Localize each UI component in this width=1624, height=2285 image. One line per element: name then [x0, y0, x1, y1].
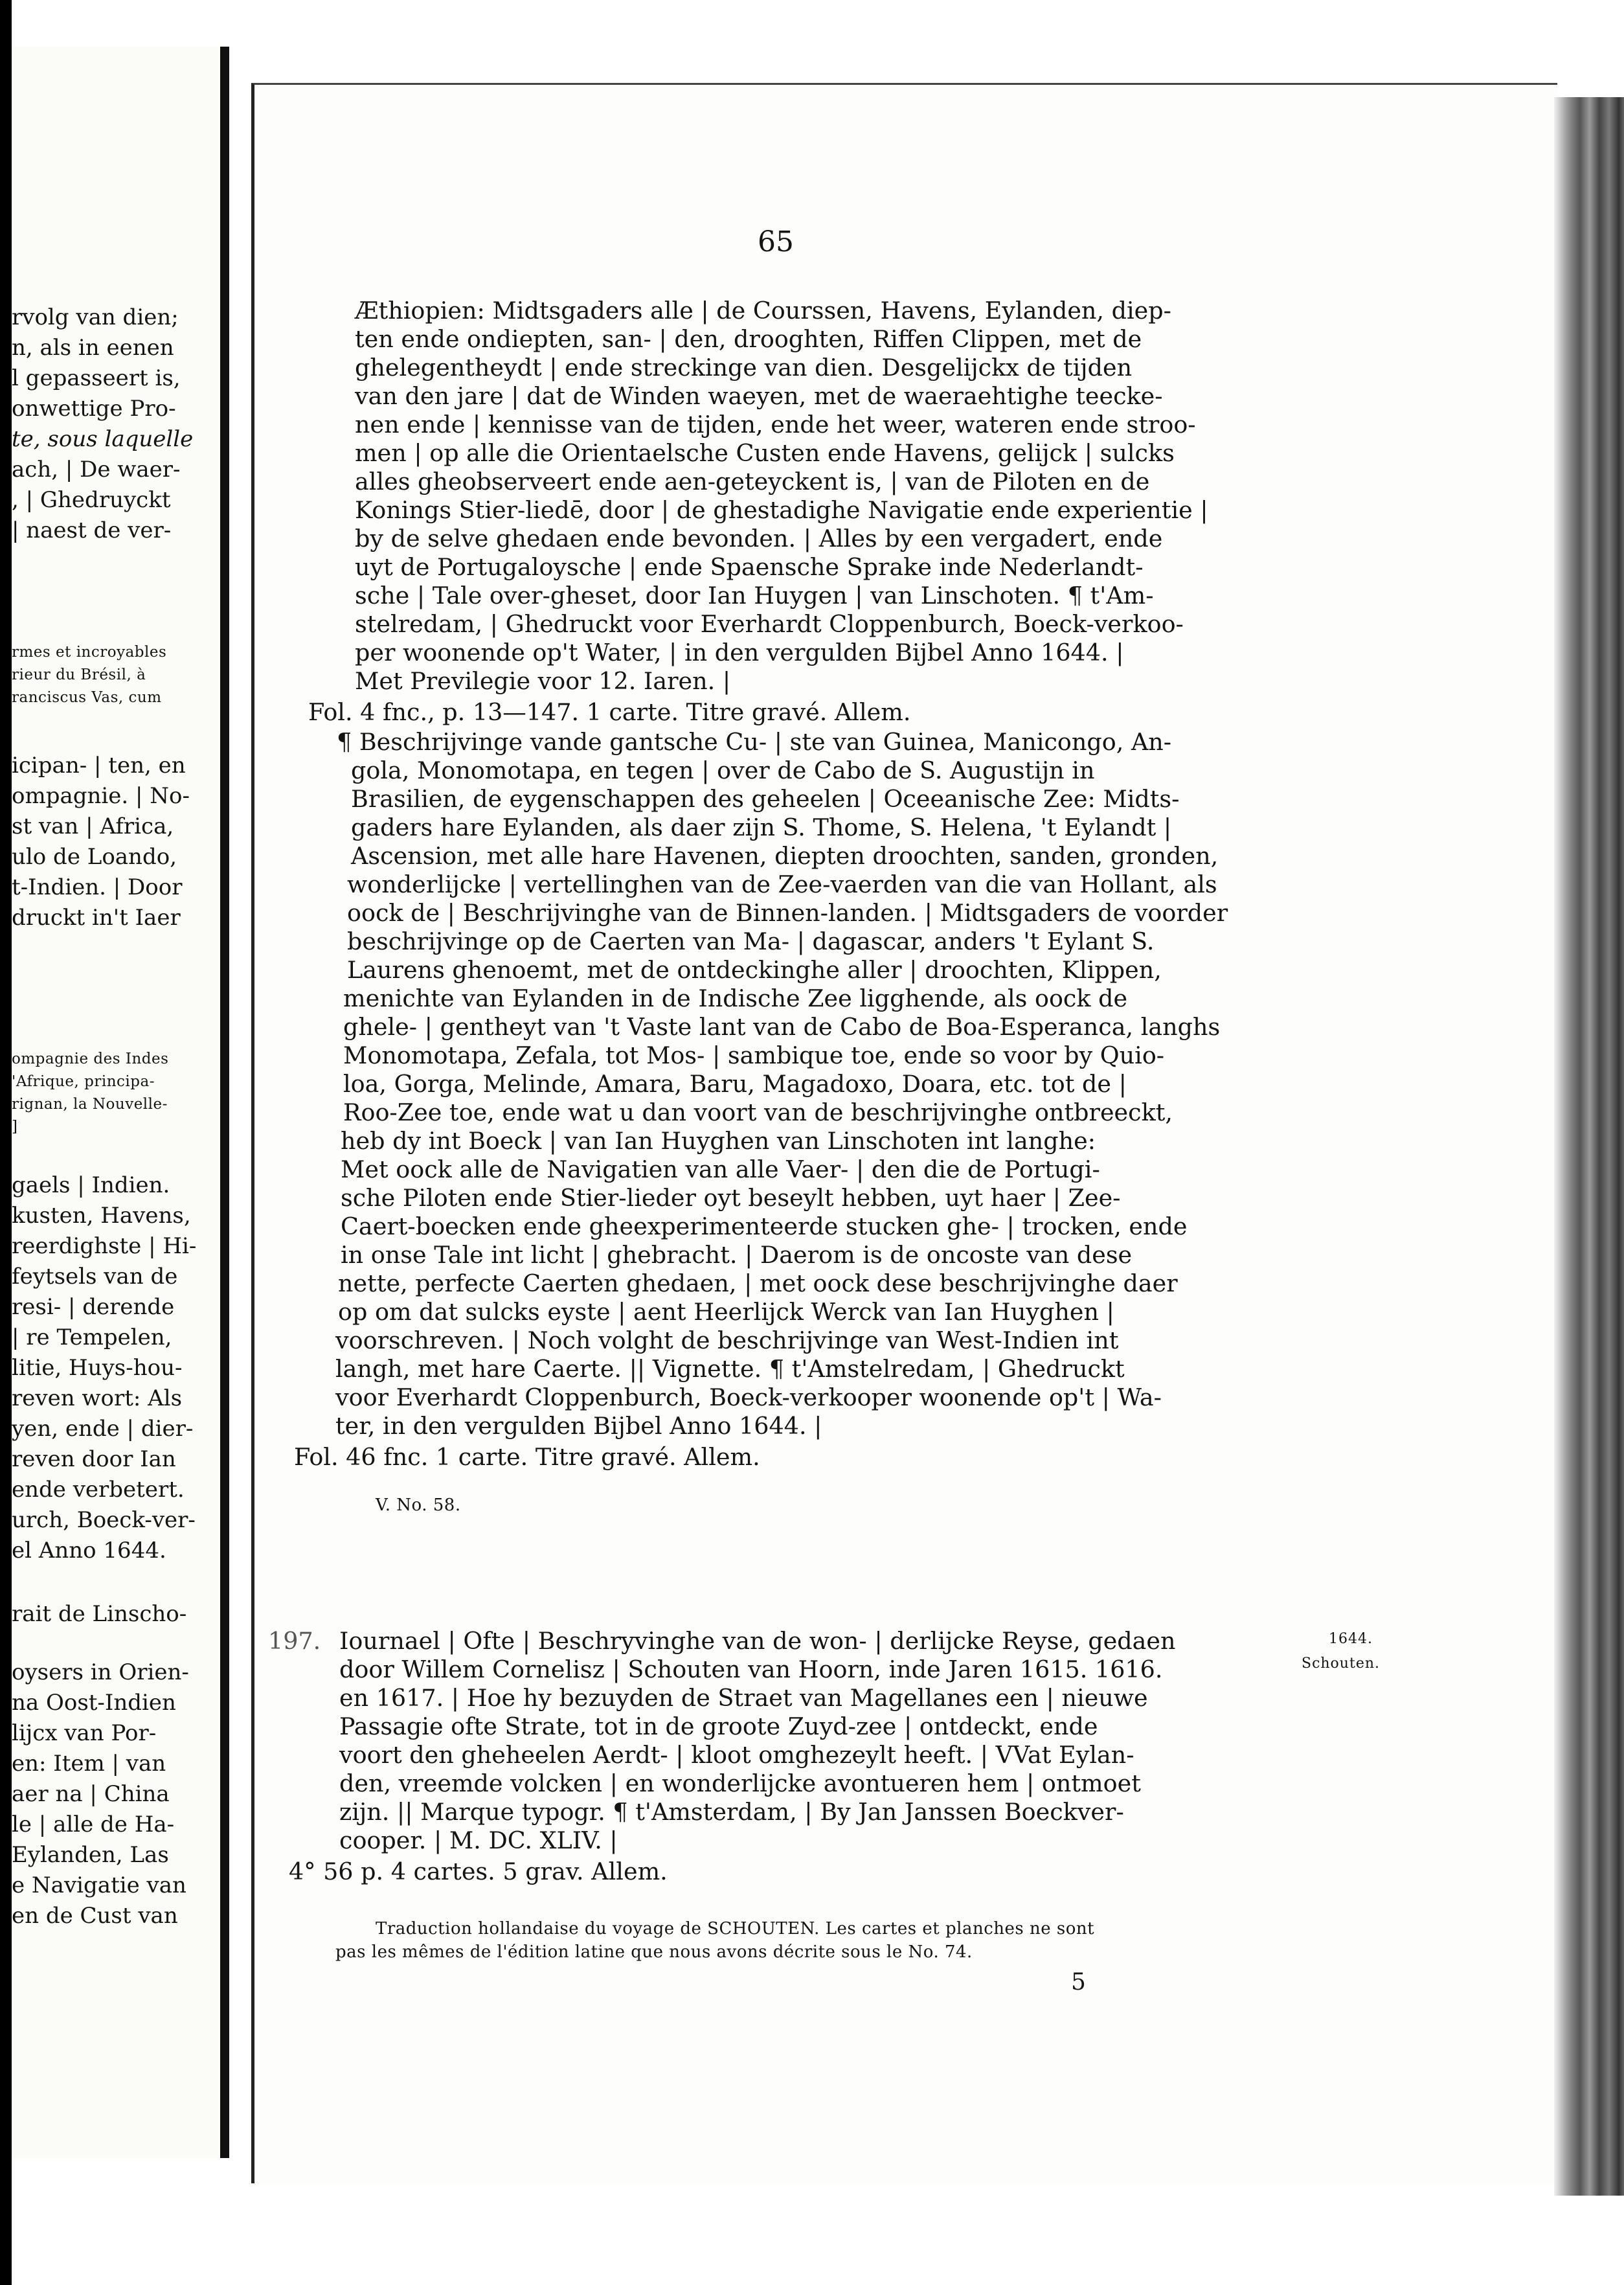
entry-197-line: Passagie ofte Strate, tot in de groote Zuyd-zee | ontdeckt, ende: [339, 1712, 1098, 1740]
entry-b-line: Monomotapa, Zefala, tot Mos- | sambique toe, ende so voor by Quio-: [343, 1041, 1165, 1069]
entry-197-line: zijn. || Marque typogr. ¶ t'Amsterdam, | By Jan Janssen Boeckver-: [339, 1798, 1124, 1826]
left-page-line: | re Tempelen,: [12, 1324, 172, 1350]
entry-b-line: Roo-Zee toe, ende wat u dan voort van de beschrijvinghe ontbreeckt,: [343, 1098, 1173, 1126]
left-page-line: lijcx van Por-: [12, 1720, 157, 1746]
left-page-line: yen, ende | dier-: [12, 1416, 194, 1442]
entry-b-line: in onse Tale int licht | ghebracht. | Daerom is de oncoste van dese: [341, 1241, 1133, 1269]
entry-a-line: sche | Tale over-gheset, door Ian Huygen | van Linschoten. ¶ t'Am-: [355, 582, 1154, 609]
entry-b-line: ¶ Beschrijvinge vande gantsche Cu- | ste van Guinea, Manicongo, An-: [337, 728, 1172, 756]
left-page-line: litie, Huys-hou-: [12, 1355, 183, 1381]
left-page-note: rmes et incroyables: [12, 644, 167, 661]
left-page-fragment: [12, 47, 229, 2158]
left-page-line: l gepasseert is,: [12, 365, 181, 391]
scan-border: [0, 0, 12, 2285]
entry-a-line: ten ende ondiepten, san- | den, drooghten, Riffen Clippen, met de: [355, 325, 1142, 353]
entry-a-line: Æthiopien: Midtsgaders alle | de Courssen, Havens, Eylanden, diep-: [355, 297, 1171, 324]
left-page-line: gaels | Indien.: [12, 1172, 170, 1198]
entry-a-line: men | op alle die Orientaelsche Custen ende Havens, gelijck | sulcks: [355, 439, 1175, 467]
entry-197-line: den, vreemde volcken | en wonderlijcke avontueren hem | ontmoet: [339, 1769, 1141, 1797]
entry-b-line: langh, met hare Caerte. || Vignette. ¶ t'Amstelredam, | Ghedruckt: [335, 1355, 1125, 1383]
entry-a-line: van den jare | dat de Winden waeyen, met de waeraehtighe teecke-: [355, 382, 1163, 410]
left-page-line: el Anno 1644.: [12, 1538, 166, 1563]
entry-number: 197.: [268, 1627, 321, 1655]
left-page-line: resi- | derende: [12, 1294, 175, 1320]
left-page-line: te, sous laquelle: [12, 426, 194, 452]
left-page-line: | naest de ver-: [12, 517, 172, 543]
left-page-line: st van | Africa,: [12, 813, 174, 839]
entry-b-line: beschrijvinge op de Caerten van Ma- | dagascar, anders 't Eylant S.: [347, 927, 1155, 955]
page-edge: [1554, 97, 1624, 2196]
left-page-line: rait de Linscho-: [12, 1601, 187, 1627]
left-page-line: t-Indien. | Door: [12, 874, 183, 900]
entry-a-line: by de selve ghedaen ende bevonden. | Alles by een vergadert, ende: [355, 525, 1163, 552]
note-line: Traduction hollandaise du voyage de SCHOUTEN. Les cartes et planches ne sont: [376, 1919, 1095, 1938]
collation-a: Fol. 4 fnc., p. 13—147. 1 carte. Titre gravé. Allem.: [308, 698, 911, 726]
left-page-line: en: Item | van: [12, 1751, 166, 1777]
margin-year: 1644.: [1329, 1631, 1373, 1647]
left-page-line: urch, Boeck-ver-: [12, 1507, 196, 1533]
entry-b-line: ghele- | gentheyt van 't Vaste lant van de Cabo de Boa-Esperanca, langhs: [343, 1013, 1221, 1041]
left-page-line: ende verbetert.: [12, 1477, 185, 1503]
left-page-note: ]: [12, 1119, 18, 1135]
entry-a-line: per woonende op't Water, | in den vergulden Bijbel Anno 1644. |: [355, 639, 1124, 666]
entry-b-line: Caert-boecken ende gheexperimenteerde stucken ghe- | trocken, ende: [341, 1212, 1188, 1240]
left-page-note: rignan, la Nouvelle-: [12, 1096, 168, 1113]
left-page-line: , | Ghedruyckt: [12, 487, 171, 513]
entry-b-line: voor Everhardt Cloppenburch, Boeck-verkooper woonende op't | Wa-: [335, 1383, 1162, 1411]
entry-b-line: Brasilien, de eygenschappen des geheelen | Oceeanische Zee: Midts-: [351, 785, 1180, 813]
entry-b-line: gola, Monomotapa, en tegen | over de Cabo de S. Augustijn in: [351, 756, 1095, 784]
left-page-line: druckt in't Iaer: [12, 905, 181, 931]
entry-b-line: gaders hare Eylanden, als daer zijn S. Thome, S. Helena, 't Eylandt |: [351, 813, 1172, 841]
entry-a-line: alles gheobserveert ende aen-geteyckent is, | van de Piloten en de: [355, 468, 1150, 495]
entry-197-line: cooper. | M. DC. XLIV. |: [339, 1826, 618, 1854]
note-line: pas les mêmes de l'édition latine que nous avons décrite sous le No. 74.: [335, 1942, 973, 1962]
entry-b-line: wonderlijcke | vertellinghen van de Zee-vaerden van die van Hollant, als: [347, 870, 1217, 898]
entry-b-line: menichte van Eylanden in de Indische Zee ligghende, als oock de: [343, 984, 1128, 1012]
left-page-line: rvolg van dien;: [12, 304, 179, 330]
entry-b-line: voorschreven. | Noch volght de beschrijvinge van West-Indien int: [335, 1326, 1119, 1354]
left-page-note: 'Afrique, principa-: [12, 1073, 155, 1090]
entry-a-line: nen ende | kennisse van de tijden, ende het weer, wateren ende stroo-: [355, 411, 1196, 438]
entry-b-line: ter, in den vergulden Bijbel Anno 1644. |: [335, 1412, 822, 1440]
left-page-note: ompagnie des Indes: [12, 1051, 169, 1067]
entry-197-line: door Willem Cornelisz | Schouten van Hoorn, inde Jaren 1615. 1616.: [339, 1655, 1163, 1683]
entry-a-line: ghelegentheydt | ende streckinge van dien. Desgelijckx de tijden: [355, 354, 1133, 381]
left-page-line: en de Cust van: [12, 1903, 178, 1929]
entry-b-line: nette, perfecte Caerten ghedaen, | met oock dese beschrijvinghe daer: [338, 1269, 1178, 1297]
entry-b-line: heb dy int Boeck | van Ian Huyghen van Linschoten int langhe:: [341, 1127, 1096, 1155]
left-page-line: n, als in eenen: [12, 335, 174, 361]
left-page-line: reven door Ian: [12, 1446, 176, 1472]
left-page-line: ulo de Loando,: [12, 844, 177, 870]
entry-a-line: stelredam, | Ghedruckt voor Everhardt Cloppenburch, Boeck-verkoo-: [355, 610, 1184, 638]
signature-mark: 5: [1071, 1969, 1086, 1995]
entry-b-line: loa, Gorga, Melinde, Amara, Baru, Magadoxo, Doara, etc. tot de |: [343, 1070, 1127, 1098]
left-page-line: feytsels van de: [12, 1264, 178, 1290]
reference-b: V. No. 58.: [376, 1495, 461, 1515]
left-page-line: icipan- | ten, en: [12, 753, 186, 779]
left-page-line: kusten, Havens,: [12, 1203, 191, 1229]
margin-name: Schouten.: [1302, 1655, 1380, 1672]
entry-b-line: oock de | Beschrijvinghe van de Binnen-landen. | Midtsgaders de voorder: [347, 899, 1228, 927]
entry-197-line: voort den gheheelen Aerdt- | kloot omghezeylt heeft. | VVat Eylan-: [339, 1741, 1134, 1769]
book-gutter: [229, 0, 251, 2285]
left-page-line: aer na | China: [12, 1781, 170, 1807]
entry-b-line: op om dat sulcks eyste | aent Heerlijck Werck van Ian Huyghen |: [338, 1298, 1114, 1326]
left-page-line: reerdighste | Hi-: [12, 1233, 197, 1259]
collation-b: Fol. 46 fnc. 1 carte. Titre gravé. Allem.: [294, 1443, 760, 1471]
left-page-line: reven wort: Als: [12, 1385, 183, 1411]
entry-b-line: Ascension, met alle hare Havenen, diepten droochten, sanden, gronden,: [351, 842, 1219, 870]
left-page-line: na Oost-Indien: [12, 1690, 176, 1716]
entry-197-line: Iournael | Ofte | Beschryvinghe van de won- | derlijcke Reyse, gedaen: [339, 1627, 1176, 1655]
entry-b-line: Laurens ghenoemt, met de ontdeckinghe aller | droochten, Klippen,: [347, 956, 1162, 984]
left-page-line: ach, | De waer-: [12, 457, 181, 483]
entry-197-line: en 1617. | Hoe hy bezuyden de Straet van Magellanes een | nieuwe: [339, 1684, 1148, 1712]
entry-a-line: uyt de Portugaloysche | ende Spaensche Sprake inde Nederlandt-: [355, 553, 1144, 581]
left-page-line: ompagnie. | No-: [12, 783, 190, 809]
left-page-line: e Navigatie van: [12, 1872, 186, 1898]
page-number: 65: [758, 225, 794, 258]
left-page-line: oysers in Orien-: [12, 1659, 189, 1685]
left-page-line: Eylanden, Las: [12, 1842, 169, 1868]
entry-b-line: Met oock alle de Navigatien van alle Vaer- | den die de Portugi-: [341, 1155, 1100, 1183]
entry-a-line: Konings Stier-liedē, door | de ghestadighe Navigatie ende experientie |: [355, 496, 1208, 524]
left-page-line: onwettige Pro-: [12, 396, 176, 422]
left-page-note: ranciscus Vas, cum: [12, 689, 162, 706]
entry-b-line: sche Piloten ende Stier-lieder oyt beseylt hebben, uyt haer | Zee-: [341, 1184, 1121, 1212]
left-page-note: rieur du Brésil, à: [12, 666, 146, 683]
entry-a-line: Met Previlegie voor 12. Iaren. |: [355, 667, 731, 695]
collation-197: 4° 56 p. 4 cartes. 5 grav. Allem.: [289, 1858, 668, 1885]
left-page-line: le | alle de Ha-: [12, 1812, 175, 1837]
